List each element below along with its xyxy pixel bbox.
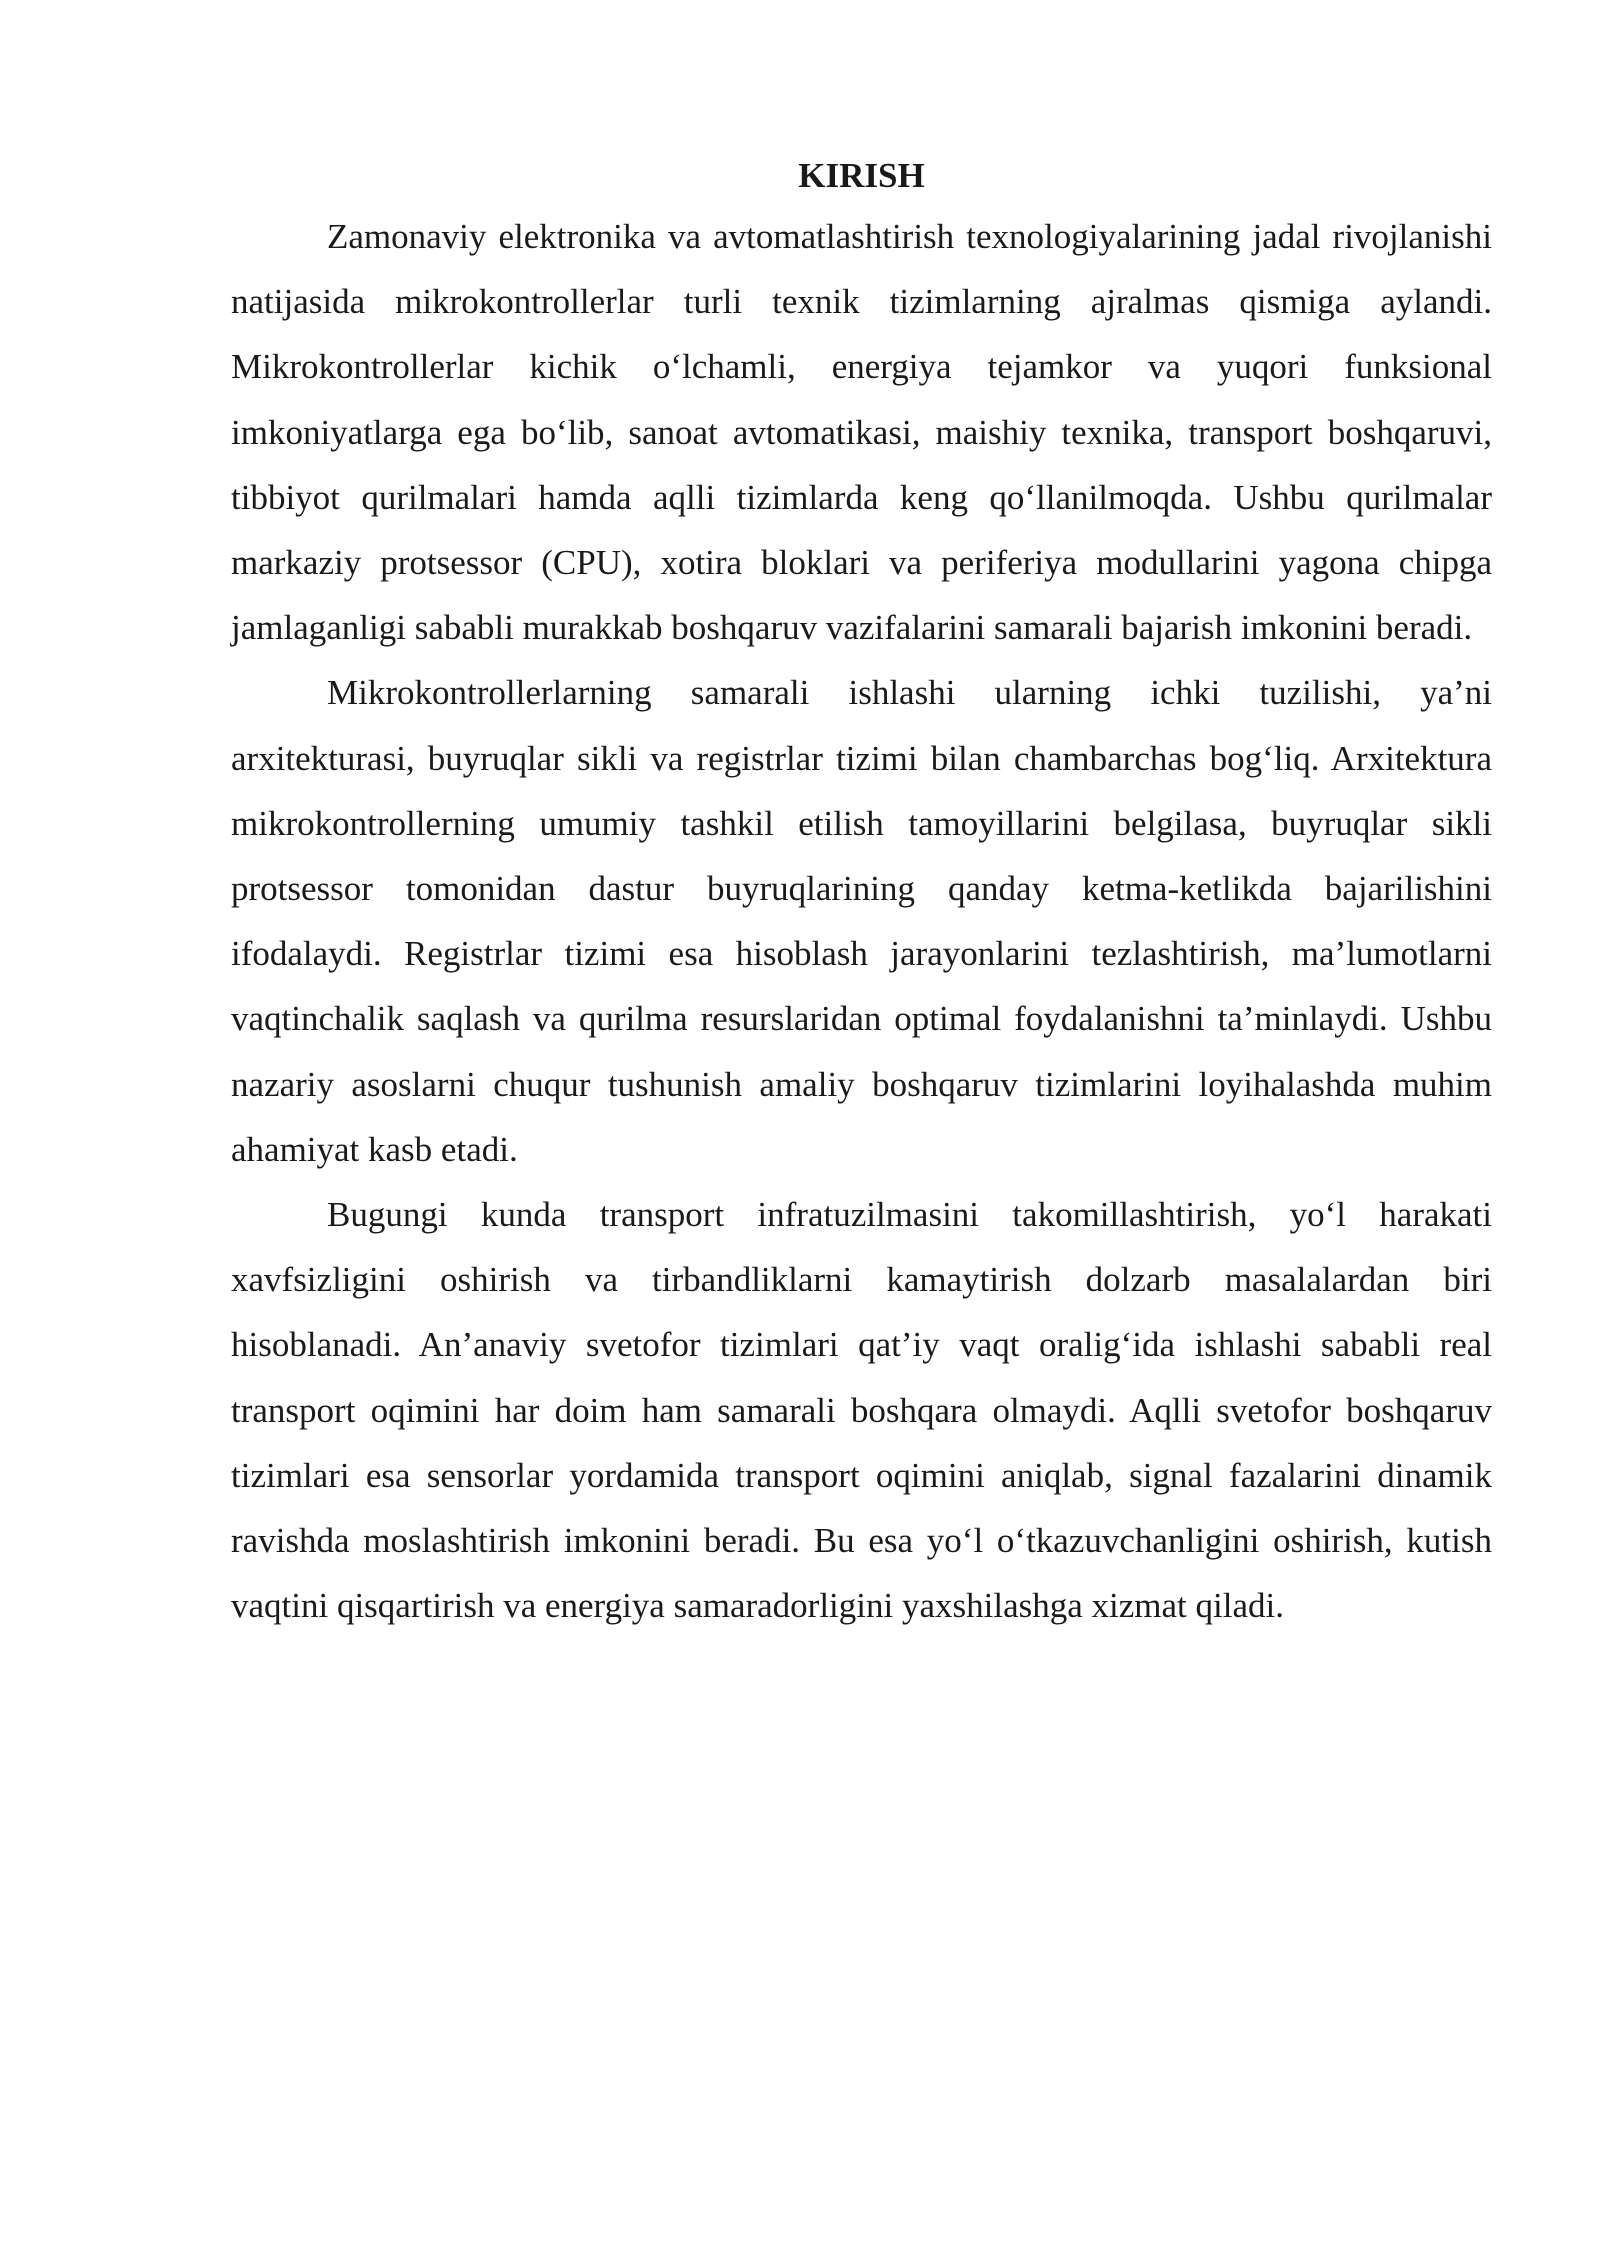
paragraph-intro: Zamonaviy elektronika va avtomatlashtirish texnologiyalarining jadal rivojlanishi natijasida mikrokontrollerlar turli texnik tizimlarning ajralmas qismiga aylandi. Mikrokontrollerlar kichik o‘lchamli, energiya tejamkor va yuqori funksional imkoniyatlarga ega bo‘lib, sanoat avtomatikasi, maishiy texnika, transport boshqaruvi, tibbiyot qurilmalari hamda aqlli tizimlarda keng qo‘llanilmoqda. Ushbu qurilmalar markaziy protsessor (CPU), xotira bloklari va periferiya modullarini yagona chipga jamlaganligi sababli murakkab boshqaruv vazifalarini samarali bajarish imkonini beradi. xyxy=(231,217,1492,648)
paragraph-traffic-lights: Bugungi kunda transport infratuzilmasini takomillashtirish, yo‘l harakati xavfsizligini oshirish va tirbandliklarni kamaytirish dolzarb masalalardan biri hisoblanadi. An’anaviy svetofor tizimlari qat’iy vaqt oralig‘ida ishlashi sababli real transport oqimini har doim ham samarali boshqara olmaydi. Aqlli svetofor boshqaruv tizimlari esa sensorlar yordamida transport oqimini aniqlab, signal fazalarini dinamik ravishda moslashtirish imkonini beradi. Bu esa yo‘l o‘tkazuvchanligini oshirish, kutish vaqtini qisqartirish va energiya samaradorligini yaxshilashga xizmat qiladi. xyxy=(231,1195,1492,1626)
paragraph-architecture: Mikrokontrollerlarning samarali ishlashi ularning ichki tuzilishi, ya’ni arxitekturasi, buyruqlar sikli va registrlar tizimi bilan chambarchas bog‘liq. Arxitektura mikrokontrollerning umumiy tashkil etilish tamoyillarini belgilasa, buyruqlar sikli protsessor tomonidan dastur buyruqlarining qanday ketma-ketlikda bajarilishini ifodalaydi. Registrlar tizimi esa hisoblash jarayonlarini tezlashtirish, ma’lumotlarni vaqtinchalik saqlash va qurilma resurslaridan optimal foydalanishni ta’minlaydi. Ushbu nazariy asoslarni chuqur tushunish amaliy boshqaruv tizimlarini loyihalashda muhim ahamiyat kasb etadi. xyxy=(231,673,1492,1169)
section-heading: KIRISH xyxy=(798,156,925,195)
document-body xyxy=(231,148,1492,1638)
